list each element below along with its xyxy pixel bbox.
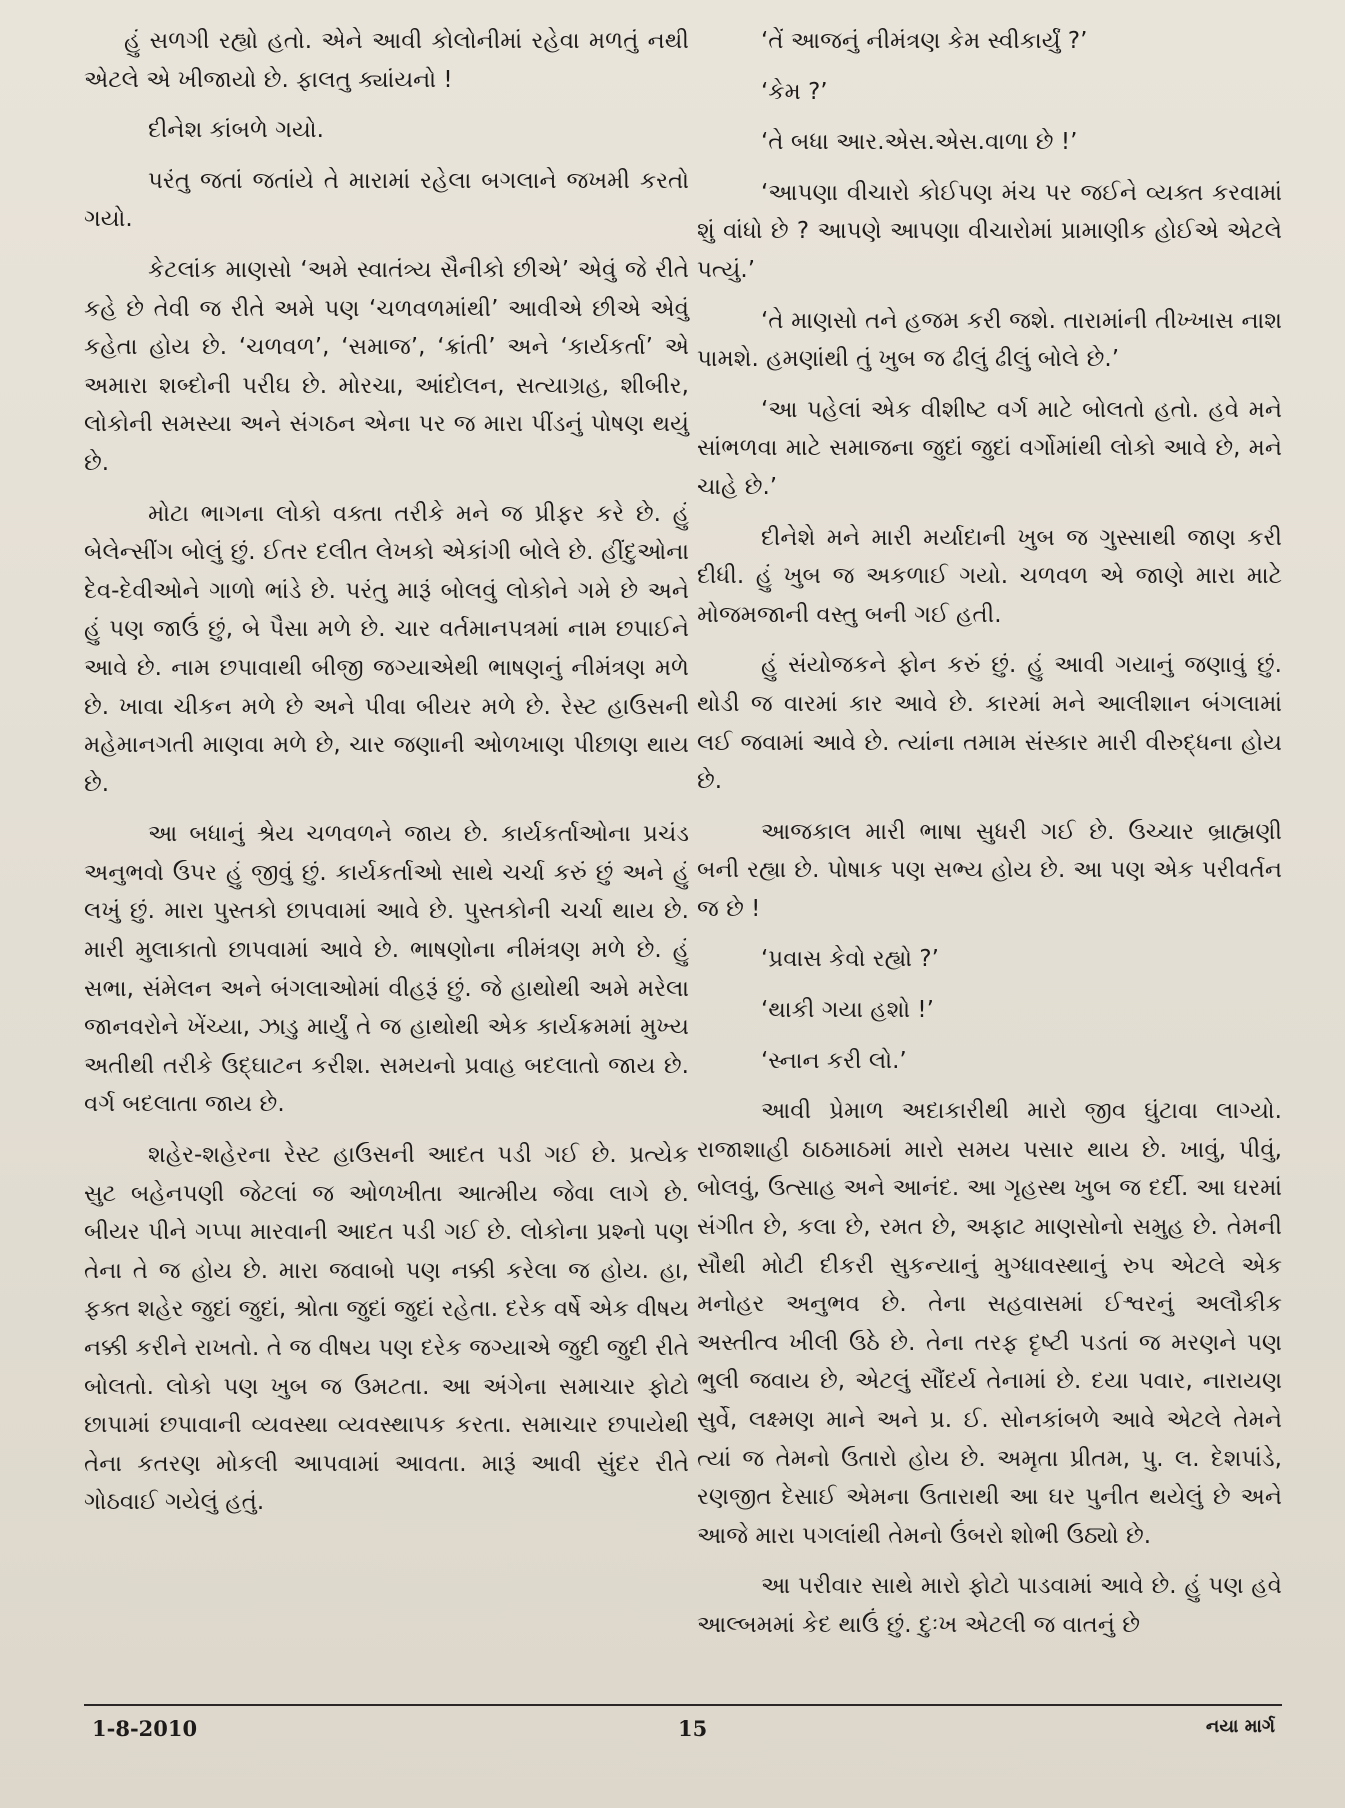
- paragraph: આ પરીવાર સાથે મારો ફોટો પાડવામાં આવે છે. હું પણ હવે આલ્બમમાં કેદ થાઉં છું. દુઃખ એટલી જ વાતનું છે: [697, 1573, 1282, 1638]
- paragraph: ‘તે બધા આર.એસ.એસ.વાળા છે !’: [761, 129, 1078, 156]
- paragraph: દીનેશે મને મારી મર્યાદાની ખુબ જ ગુસ્સાથી જાણ કરી દીધી. હું ખુબ જ અકળાઈ ગયો. ચળવળ એ જાણે મારા માટે મોજમજાની વસ્તુ બની ગઈ હતી.: [697, 524, 1282, 628]
- paragraph: ‘કેમ ?’: [761, 78, 828, 105]
- paragraph: ‘તે માણસો તને હજમ કરી જશે. તારામાંની તીખ્ખાસ નાશ પામશે. હમણાંથી તું ખુબ જ ઢીલું ઢીલું બોલે છે.’: [697, 307, 1282, 373]
- magazine-name: નયા માર્ગ: [1205, 1716, 1275, 1737]
- page-number: 15: [678, 1716, 708, 1741]
- paragraph: શહેર-શહેરના રેસ્ટ હાઉસની આદત પડી ગઈ છે. પ્રત્યેક સુટ બહેનપણી જેટલાં જ ઓળખીતા આત્મીય જેવા લાગે છે. બીયર પીને ગપ્પા મારવાની આદત પડી ગઈ છે. લોકોના પ્રશ્નો પણ તેના તે જ હોય છે. મારા જવાબો પણ નક્કી કરેલા જ હોય. હા, ફક્ત શહેર જુદાં જુદાં, શ્રોતા જુદાં જુદાં રહેતા. દરેક વર્ષે એક વીષય નક્કી કરીને રાખતો. તે જ વીષય પણ દરેક જગ્યાએ જુદી જુદી રીતે બોલતો. લોકો પણ ખુબ જ ઉમટતા. આ અંગેના સમાચાર ફોટો છાપામાં છપાવાની વ્યવસ્થા વ્યવસ્થાપક કરતા. સમાચાર છપાયેથી તેના કતરણ મોકલી આપવામાં આવતા. મારૂં આવી સુંદર રીતે ગોઠવાઈ ગયેલું હતું.: [84, 1142, 689, 1516]
- paragraph: ‘તેં આજનું નીમંત્રણ કેમ સ્વીકાર્યું ?’: [761, 28, 1088, 54]
- right-column: [697, 22, 1282, 1657]
- paragraph: આ બધાનું શ્રેય ચળવળને જાય છે. કાર્યકર્તાઓના પ્રચંડ અનુભવો ઉપર હું જીવું છું. કાર્યકર્તાઓ સાથે ચર્ચા કરું છું અને હું લખું છું. મારા પુસ્તકો છાપવામાં આવે છે. પુસ્તકોની ચર્ચા થાય છે. મારી મુલાકાતો છાપવામાં આવે છે. ભાષણોના નીમંત્રણ મળે છે. હું સભા, સંમેલન અને બંગલાઓમાં વીહરૂં છું. જે હાથોથી અમે મરેલા જાનવરોને ખેંચ્યા, ઝાડુ માર્યું તે જ હાથોથી એક કાર્યક્રમમાં મુખ્ય અતીથી તરીકે ઉદ્‌ઘાટન કરીશ. સમયનો પ્રવાહ બદલાતો જાય છે. વર્ગ બદલાતા જાય છે.: [84, 821, 689, 1118]
- paragraph: દીનેશ કાંબળે ગયો.: [148, 117, 324, 144]
- footer-rule: [84, 1704, 1282, 1706]
- paragraph: ‘આપણા વીચારો કોઈપણ મંચ પર જઈને વ્યક્ત કરવામાં શું વાંધો છે ? આપણે આપણા વીચારોમાં પ્રામાણીક હોઈએ એટલે પત્યું.’: [697, 179, 1282, 283]
- paragraph: આવી પ્રેમાળ અદાકારીથી મારો જીવ ઘુંટાવા લાગ્યો. રાજાશાહી ઠાઠમાઠમાં મારો સમય પસાર થાય છે. ખાવું, પીવું, બોલવું, ઉત્સાહ અને આનંદ. આ ગૃહસ્થ ખુબ જ દર્દી. આ ઘરમાં સંગીત છે, કલા છે, રમત છે, અફાટ માણસોનો સમુહ છે. તેમની સૌથી મોટી દીકરી સુકન્યાનું મુગ્ધાવસ્થાનું રુપ એટલે એક મનોહર અનુભવ છે. તેના સહવાસમાં ઈશ્વરનું અલૌકીક અસ્તીત્વ ખીલી ઉઠે છે. તેના તરફ દૃષ્ટી પડતાં જ મરણને પણ ભુલી જવાય છે, એટલું સૌંદર્ય તેનામાં છે. દયા પવાર, નારાયણ સુર્વે, લક્ષ્મણ માને અને પ્ર. ઈ. સોનકાંબળે આવે એટલે તેમને ત્યાં જ તેમનો ઉતારો હોય છે. અમૃતા પ્રીતમ, પુ. લ. દેશપાંડે, રણજીત દેસાઈ એમના ઉતારાથી આ ઘર પુનીત થયેલું છે અને આજે મારા પગલાંથી તેમનો ઉંબરો શોભી ઉઠ્યો છે.: [697, 1098, 1282, 1549]
- paragraph: હું સંયોજકને ફોન કરું છું. હું આવી ગયાનું જણાવું છું. થોડી જ વારમાં કાર આવે છે. કારમાં મને આલીશાન બંગલામાં લઈ જવામાં આવે છે. ત્યાંના તમામ સંસ્કાર મારી વીરુદ્ધના હોય છે.: [697, 652, 1282, 795]
- paragraph: ‘આ પહેલાં એક વીશીષ્ટ વર્ગ માટે બોલતો હતો. હવે મને સાંભળવા માટે સમાજના જુદાં જુદાં વર્ગોમાંથી લોકો આવે છે, મને ચાહે છે.’: [697, 396, 1282, 500]
- paragraph: મોટા ભાગના લોકો વક્તા તરીકે મને જ પ્રીફર કરે છે. હું બેલેન્સીંગ બોલું છું. ઈતર દલીત લેખકો એકાંગી બોલે છે. હીંદુઓના દેવ-દેવીઓને ગાળો ભાંડે છે. પરંતુ મારૂં બોલવું લોકોને ગમે છે અને હું પણ જાઉં છું, બે પૈસા મળે છે. ચાર વર્તમાનપત્રમાં નામ છપાઈને આવે છે. નામ છપાવાથી બીજી જગ્યાએથી ભાષણનું નીમંત્રણ મળે છે. ખાવા ચીકન મળે છે અને પીવા બીયર મળે છે. રેસ્ટ હાઉસની મહેમાનગતી માણવા મળે છે, ચાર જણાની ઓળખાણ પીછાણ થાય છે.: [84, 500, 689, 797]
- left-column: [84, 22, 689, 1534]
- paragraph: ‘થાકી ગયા હશો !’: [761, 997, 934, 1024]
- paragraph: હું સળગી રહ્યો હતો. એને આવી કોલોનીમાં રહેવા મળતું નથી એટલે એ ખીજાયો છે. ફાલતુ ક્યાંયનો !: [84, 28, 689, 93]
- paragraph: ‘પ્રવાસ કેવો રહ્યો ?’: [761, 946, 939, 973]
- paragraph: ‘સ્નાન કરી લો.’: [761, 1047, 907, 1074]
- paragraph: આજકાલ મારી ભાષા સુધરી ગઈ છે. ઉચ્ચાર બ્રાહ્મણી બની રહ્યા છે. પોષાક પણ સભ્ય હોય છે. આ પણ એક પરીવર્તન જ છે !: [697, 818, 1282, 922]
- paragraph: પરંતુ જતાં જતાંયે તે મારામાં રહેલા બગલાને જખમી કરતો ગયો.: [84, 167, 689, 233]
- footer-date: 1-8-2010: [92, 1716, 198, 1741]
- paragraph: કેટલાંક માણસો ‘અમે સ્વાતંત્ર્ય સૈનીકો છીએ’ એવું જે રીતે કહે છે તેવી જ રીતે અમે પણ ‘ચળવળમાંથી’ આવીએ છીએ એવું કહેતા હોય છે. ‘ચળવળ’, ‘સમાજ’, ‘ક્રાંતી’ અને ‘કાર્યકર્તા’ એ અમારા શબ્દોની પરીઘ છે. મોરચા, આંદોલન, સત્યાગ્રહ, શીબીર, લોકોની સમસ્યા અને સંગઠન એના પર જ મારા પીંડનું પોષણ થયું છે.: [84, 256, 689, 476]
